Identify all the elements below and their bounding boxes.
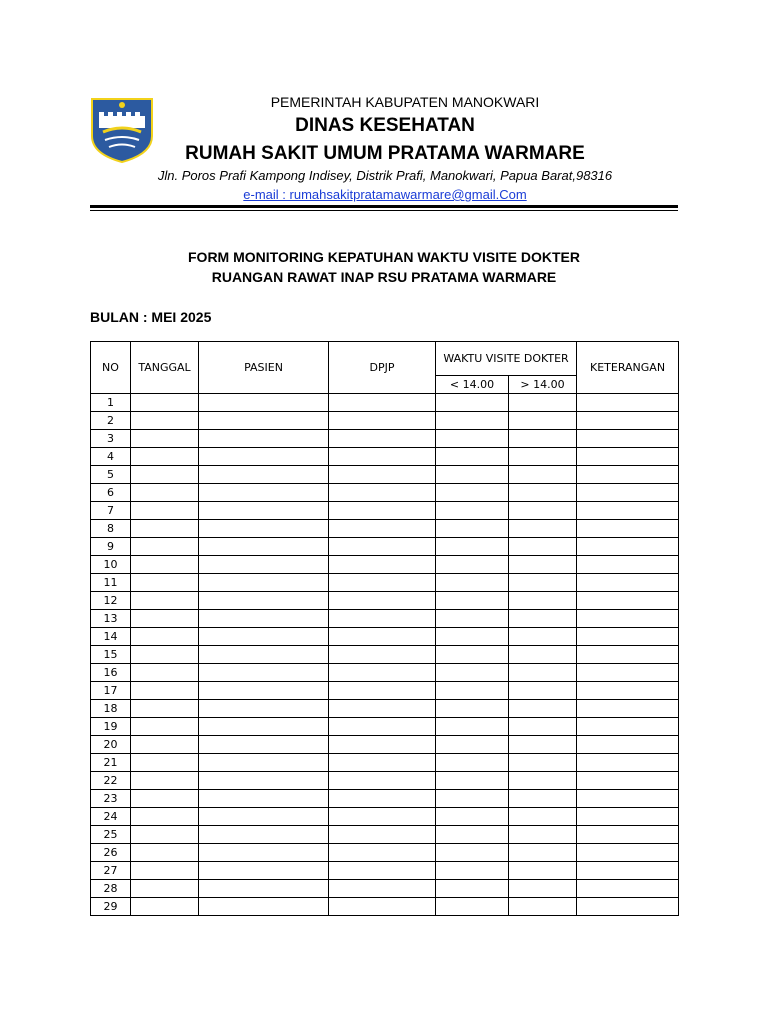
- row-before-cell[interactable]: [436, 718, 509, 736]
- row-no: 25: [91, 826, 131, 844]
- row-tanggal-cell[interactable]: [131, 664, 199, 682]
- row-tanggal-cell[interactable]: [131, 592, 199, 610]
- header-after-14: > 14.00: [509, 376, 577, 394]
- row-tanggal-cell[interactable]: [131, 574, 199, 592]
- row-keterangan-cell[interactable]: [577, 880, 679, 898]
- row-pasien-cell[interactable]: [199, 718, 329, 736]
- row-dpjp-cell[interactable]: [329, 682, 436, 700]
- row-before-cell[interactable]: [436, 502, 509, 520]
- row-tanggal-cell[interactable]: [131, 520, 199, 538]
- row-no: 5: [91, 466, 131, 484]
- row-dpjp-cell[interactable]: [329, 862, 436, 880]
- row-before-cell[interactable]: [436, 664, 509, 682]
- row-dpjp-cell[interactable]: [329, 466, 436, 484]
- row-pasien-cell[interactable]: [199, 628, 329, 646]
- row-pasien-cell[interactable]: [199, 484, 329, 502]
- row-pasien-cell[interactable]: [199, 412, 329, 430]
- row-after-cell[interactable]: [509, 844, 577, 862]
- row-pasien-cell[interactable]: [199, 466, 329, 484]
- row-before-cell[interactable]: [436, 880, 509, 898]
- row-after-cell[interactable]: [509, 574, 577, 592]
- row-dpjp-cell[interactable]: [329, 556, 436, 574]
- header-waktu-visite: WAKTU VISITE DOKTER: [436, 342, 577, 376]
- row-keterangan-cell[interactable]: [577, 790, 679, 808]
- row-tanggal-cell[interactable]: [131, 898, 199, 916]
- row-before-cell[interactable]: [436, 736, 509, 754]
- row-after-cell[interactable]: [509, 502, 577, 520]
- table-row: [91, 754, 679, 772]
- row-pasien-cell[interactable]: [199, 646, 329, 664]
- header-no: NO: [91, 342, 131, 394]
- row-keterangan-cell[interactable]: [577, 862, 679, 880]
- row-keterangan-cell[interactable]: [577, 718, 679, 736]
- table-row: [91, 394, 679, 412]
- row-dpjp-cell[interactable]: [329, 448, 436, 466]
- row-no: 11: [91, 574, 131, 592]
- row-tanggal-cell[interactable]: [131, 466, 199, 484]
- row-after-cell[interactable]: [509, 664, 577, 682]
- row-after-cell[interactable]: [509, 880, 577, 898]
- table-row: [91, 898, 679, 916]
- row-pasien-cell[interactable]: [199, 844, 329, 862]
- row-before-cell[interactable]: [436, 520, 509, 538]
- table-row: [91, 520, 679, 538]
- header-keterangan: KETERANGAN: [577, 342, 679, 394]
- row-dpjp-cell[interactable]: [329, 790, 436, 808]
- row-keterangan-cell[interactable]: [577, 412, 679, 430]
- row-before-cell[interactable]: [436, 628, 509, 646]
- row-before-cell[interactable]: [436, 574, 509, 592]
- row-tanggal-cell[interactable]: [131, 790, 199, 808]
- department-name: DINAS KESEHATAN: [295, 115, 475, 136]
- row-keterangan-cell[interactable]: [577, 628, 679, 646]
- header-divider-thick: [90, 205, 678, 208]
- table-row: [91, 628, 679, 646]
- row-tanggal-cell[interactable]: [131, 808, 199, 826]
- row-before-cell[interactable]: [436, 592, 509, 610]
- row-keterangan-cell[interactable]: [577, 484, 679, 502]
- row-keterangan-cell[interactable]: [577, 538, 679, 556]
- table-row: [91, 556, 679, 574]
- row-dpjp-cell[interactable]: [329, 826, 436, 844]
- table-row: [91, 610, 679, 628]
- row-dpjp-cell[interactable]: [329, 628, 436, 646]
- row-tanggal-cell[interactable]: [131, 736, 199, 754]
- row-keterangan-cell[interactable]: [577, 430, 679, 448]
- row-tanggal-cell[interactable]: [131, 682, 199, 700]
- row-no: 3: [91, 430, 131, 448]
- row-no: 13: [91, 610, 131, 628]
- row-no: 24: [91, 808, 131, 826]
- row-after-cell[interactable]: [509, 430, 577, 448]
- table-row: [91, 844, 679, 862]
- row-tanggal-cell[interactable]: [131, 610, 199, 628]
- row-pasien-cell[interactable]: [199, 574, 329, 592]
- row-before-cell[interactable]: [436, 844, 509, 862]
- row-after-cell[interactable]: [509, 628, 577, 646]
- row-dpjp-cell[interactable]: [329, 394, 436, 412]
- row-no: 2: [91, 412, 131, 430]
- header-pasien: PASIEN: [199, 342, 329, 394]
- table-row: [91, 592, 679, 610]
- table-row: [91, 412, 679, 430]
- row-dpjp-cell[interactable]: [329, 898, 436, 916]
- row-keterangan-cell[interactable]: [577, 772, 679, 790]
- row-dpjp-cell[interactable]: [329, 520, 436, 538]
- row-dpjp-cell[interactable]: [329, 502, 436, 520]
- header-before-14: < 14.00: [436, 376, 509, 394]
- row-after-cell[interactable]: [509, 484, 577, 502]
- row-no: 16: [91, 664, 131, 682]
- row-pasien-cell[interactable]: [199, 790, 329, 808]
- row-pasien-cell[interactable]: [199, 862, 329, 880]
- table-row: [91, 718, 679, 736]
- table-row: [91, 466, 679, 484]
- row-before-cell[interactable]: [436, 610, 509, 628]
- row-tanggal-cell[interactable]: [131, 484, 199, 502]
- row-no: 29: [91, 898, 131, 916]
- row-tanggal-cell[interactable]: [131, 862, 199, 880]
- row-after-cell[interactable]: [509, 898, 577, 916]
- row-no: 17: [91, 682, 131, 700]
- row-pasien-cell[interactable]: [199, 394, 329, 412]
- hospital-address: Jln. Poros Prafi Kampong Indisey, Distrik Prafi, Manokwari, Papua Barat,98316: [157, 168, 613, 183]
- row-tanggal-cell[interactable]: [131, 556, 199, 574]
- email-link[interactable]: e-mail : rumahsakitpratamawarmare@gmail.Com: [243, 187, 527, 202]
- row-after-cell[interactable]: [509, 808, 577, 826]
- row-keterangan-cell[interactable]: [577, 844, 679, 862]
- row-before-cell[interactable]: [436, 682, 509, 700]
- row-keterangan-cell[interactable]: [577, 556, 679, 574]
- row-pasien-cell[interactable]: [199, 502, 329, 520]
- table-row: [91, 646, 679, 664]
- row-no: 21: [91, 754, 131, 772]
- row-after-cell[interactable]: [509, 610, 577, 628]
- row-before-cell[interactable]: [436, 556, 509, 574]
- row-dpjp-cell[interactable]: [329, 430, 436, 448]
- row-pasien-cell[interactable]: [199, 808, 329, 826]
- row-keterangan-cell[interactable]: [577, 826, 679, 844]
- row-tanggal-cell[interactable]: [131, 646, 199, 664]
- row-dpjp-cell[interactable]: [329, 538, 436, 556]
- row-dpjp-cell[interactable]: [329, 844, 436, 862]
- row-dpjp-cell[interactable]: [329, 574, 436, 592]
- row-after-cell[interactable]: [509, 826, 577, 844]
- row-tanggal-cell[interactable]: [131, 772, 199, 790]
- row-pasien-cell[interactable]: [199, 754, 329, 772]
- row-keterangan-cell[interactable]: [577, 898, 679, 916]
- row-after-cell[interactable]: [509, 520, 577, 538]
- table-row: [91, 430, 679, 448]
- row-no: 27: [91, 862, 131, 880]
- row-before-cell[interactable]: [436, 394, 509, 412]
- row-tanggal-cell[interactable]: [131, 844, 199, 862]
- row-dpjp-cell[interactable]: [329, 700, 436, 718]
- row-dpjp-cell[interactable]: [329, 646, 436, 664]
- row-before-cell[interactable]: [436, 484, 509, 502]
- table-row: [91, 700, 679, 718]
- row-before-cell[interactable]: [436, 790, 509, 808]
- table-row: [91, 682, 679, 700]
- row-after-cell[interactable]: [509, 736, 577, 754]
- row-pasien-cell[interactable]: [199, 682, 329, 700]
- row-pasien-cell[interactable]: [199, 592, 329, 610]
- row-pasien-cell[interactable]: [199, 700, 329, 718]
- table-row: [91, 880, 679, 898]
- header-dpjp: DPJP: [329, 342, 436, 394]
- month-label: BULAN : MEI 2025: [90, 309, 212, 325]
- row-after-cell[interactable]: [509, 538, 577, 556]
- row-tanggal-cell[interactable]: [131, 880, 199, 898]
- row-no: 23: [91, 790, 131, 808]
- table-row: [91, 862, 679, 880]
- row-no: 9: [91, 538, 131, 556]
- row-pasien-cell[interactable]: [199, 826, 329, 844]
- row-no: 1: [91, 394, 131, 412]
- table-row: [91, 664, 679, 682]
- row-pasien-cell[interactable]: [199, 448, 329, 466]
- row-after-cell[interactable]: [509, 862, 577, 880]
- row-tanggal-cell[interactable]: [131, 754, 199, 772]
- row-keterangan-cell[interactable]: [577, 448, 679, 466]
- row-tanggal-cell[interactable]: [131, 628, 199, 646]
- row-tanggal-cell[interactable]: [131, 718, 199, 736]
- row-pasien-cell[interactable]: [199, 430, 329, 448]
- row-before-cell[interactable]: [436, 898, 509, 916]
- row-before-cell[interactable]: [436, 448, 509, 466]
- row-dpjp-cell[interactable]: [329, 880, 436, 898]
- row-keterangan-cell[interactable]: [577, 700, 679, 718]
- row-before-cell[interactable]: [436, 772, 509, 790]
- row-pasien-cell[interactable]: [199, 664, 329, 682]
- row-pasien-cell[interactable]: [199, 880, 329, 898]
- row-pasien-cell[interactable]: [199, 772, 329, 790]
- row-keterangan-cell[interactable]: [577, 502, 679, 520]
- row-dpjp-cell[interactable]: [329, 754, 436, 772]
- row-dpjp-cell[interactable]: [329, 592, 436, 610]
- row-dpjp-cell[interactable]: [329, 484, 436, 502]
- row-dpjp-cell[interactable]: [329, 736, 436, 754]
- row-before-cell[interactable]: [436, 808, 509, 826]
- row-tanggal-cell[interactable]: [131, 502, 199, 520]
- row-after-cell[interactable]: [509, 592, 577, 610]
- monitoring-table: [90, 341, 679, 916]
- row-keterangan-cell[interactable]: [577, 664, 679, 682]
- row-no: 10: [91, 556, 131, 574]
- row-dpjp-cell[interactable]: [329, 664, 436, 682]
- hospital-name: RUMAH SAKIT UMUM PRATAMA WARMARE: [185, 143, 585, 164]
- row-pasien-cell[interactable]: [199, 610, 329, 628]
- header-divider-thin: [90, 210, 678, 211]
- row-no: 14: [91, 628, 131, 646]
- row-pasien-cell[interactable]: [199, 538, 329, 556]
- row-before-cell[interactable]: [436, 700, 509, 718]
- row-no: 4: [91, 448, 131, 466]
- table-row: [91, 484, 679, 502]
- form-title: FORM MONITORING KEPATUHAN WAKTU VISITE DOKTER: [188, 249, 580, 265]
- table-row: [91, 502, 679, 520]
- table-row: [91, 772, 679, 790]
- row-tanggal-cell[interactable]: [131, 412, 199, 430]
- table-row: [91, 826, 679, 844]
- row-no: 7: [91, 502, 131, 520]
- row-keterangan-cell[interactable]: [577, 754, 679, 772]
- row-tanggal-cell[interactable]: [131, 448, 199, 466]
- row-tanggal-cell[interactable]: [131, 430, 199, 448]
- row-keterangan-cell[interactable]: [577, 736, 679, 754]
- table-row: [91, 448, 679, 466]
- row-dpjp-cell[interactable]: [329, 610, 436, 628]
- row-before-cell[interactable]: [436, 466, 509, 484]
- row-tanggal-cell[interactable]: [131, 538, 199, 556]
- row-keterangan-cell[interactable]: [577, 682, 679, 700]
- row-before-cell[interactable]: [436, 862, 509, 880]
- row-keterangan-cell[interactable]: [577, 574, 679, 592]
- row-keterangan-cell[interactable]: [577, 520, 679, 538]
- row-dpjp-cell[interactable]: [329, 772, 436, 790]
- row-dpjp-cell[interactable]: [329, 412, 436, 430]
- row-after-cell[interactable]: [509, 448, 577, 466]
- row-tanggal-cell[interactable]: [131, 700, 199, 718]
- header-tanggal: TANGGAL: [131, 342, 199, 394]
- row-no: 22: [91, 772, 131, 790]
- table-row: [91, 790, 679, 808]
- row-after-cell[interactable]: [509, 646, 577, 664]
- row-before-cell[interactable]: [436, 430, 509, 448]
- row-after-cell[interactable]: [509, 772, 577, 790]
- row-after-cell[interactable]: [509, 556, 577, 574]
- row-before-cell[interactable]: [436, 754, 509, 772]
- row-keterangan-cell[interactable]: [577, 646, 679, 664]
- row-before-cell[interactable]: [436, 538, 509, 556]
- row-no: 28: [91, 880, 131, 898]
- government-name: PEMERINTAH KABUPATEN MANOKWARI: [270, 94, 540, 110]
- row-no: 8: [91, 520, 131, 538]
- table-row: [91, 736, 679, 754]
- row-keterangan-cell[interactable]: [577, 610, 679, 628]
- row-no: 12: [91, 592, 131, 610]
- row-tanggal-cell[interactable]: [131, 394, 199, 412]
- table-row: [91, 538, 679, 556]
- row-before-cell[interactable]: [436, 412, 509, 430]
- row-no: 15: [91, 646, 131, 664]
- row-no: 6: [91, 484, 131, 502]
- row-no: 19: [91, 718, 131, 736]
- row-before-cell[interactable]: [436, 646, 509, 664]
- row-after-cell[interactable]: [509, 682, 577, 700]
- row-pasien-cell[interactable]: [199, 898, 329, 916]
- row-after-cell[interactable]: [509, 412, 577, 430]
- form-subtitle: RUANGAN RAWAT INAP RSU PRATAMA WARMARE: [211, 269, 557, 285]
- row-no: 26: [91, 844, 131, 862]
- row-keterangan-cell[interactable]: [577, 592, 679, 610]
- row-after-cell[interactable]: [509, 754, 577, 772]
- row-pasien-cell[interactable]: [199, 520, 329, 538]
- row-no: 18: [91, 700, 131, 718]
- row-after-cell[interactable]: [509, 790, 577, 808]
- row-after-cell[interactable]: [509, 700, 577, 718]
- row-keterangan-cell[interactable]: [577, 394, 679, 412]
- row-after-cell[interactable]: [509, 466, 577, 484]
- row-pasien-cell[interactable]: [199, 556, 329, 574]
- row-pasien-cell[interactable]: [199, 736, 329, 754]
- row-dpjp-cell[interactable]: [329, 808, 436, 826]
- row-keterangan-cell[interactable]: [577, 808, 679, 826]
- row-before-cell[interactable]: [436, 826, 509, 844]
- row-after-cell[interactable]: [509, 394, 577, 412]
- row-dpjp-cell[interactable]: [329, 718, 436, 736]
- row-after-cell[interactable]: [509, 718, 577, 736]
- table-row: [91, 808, 679, 826]
- row-no: 20: [91, 736, 131, 754]
- row-keterangan-cell[interactable]: [577, 466, 679, 484]
- table-row: [91, 574, 679, 592]
- row-tanggal-cell[interactable]: [131, 826, 199, 844]
